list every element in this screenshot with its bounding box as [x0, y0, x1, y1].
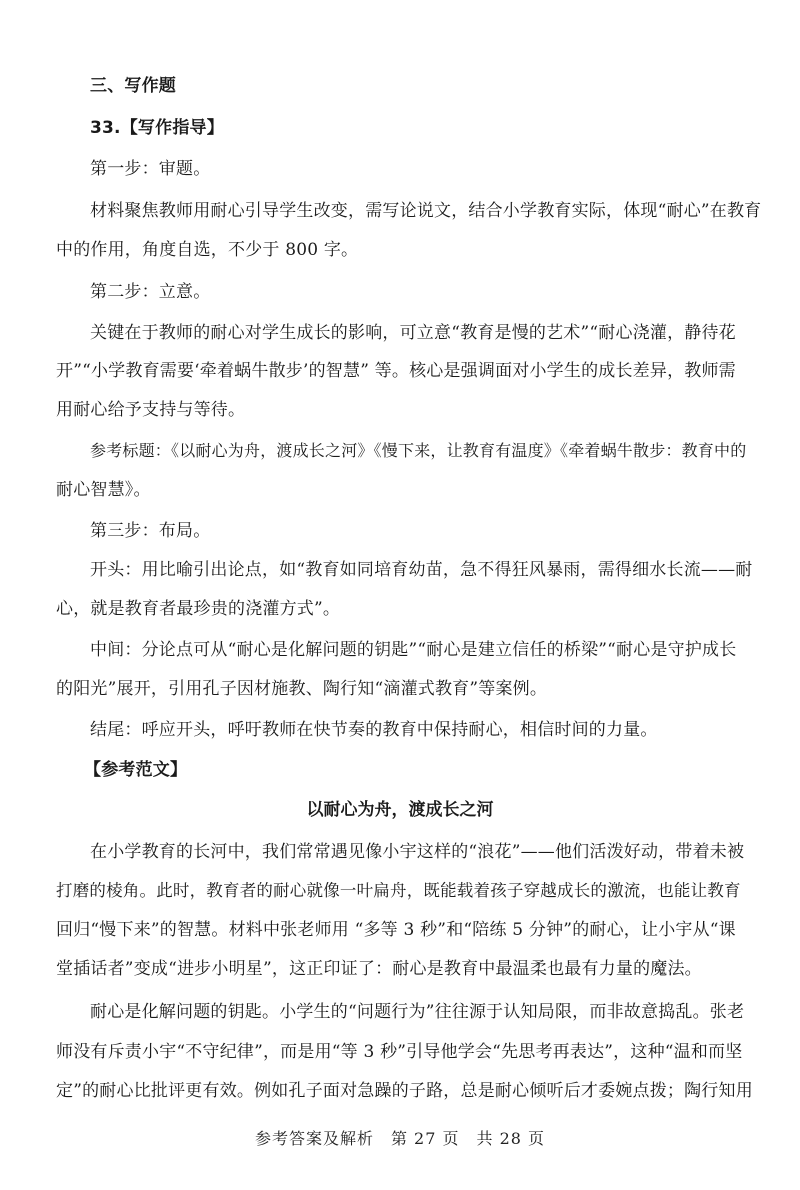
para2-line-3: 定”的耐心比批评更有效。例如孔子面对急躁的子路，总是耐心倾听后才委婉点拨；陶行知用 [56, 1081, 753, 1101]
page-footer: 参考答案及解析 第 27 页 共 28 页 [254, 1129, 546, 1148]
para2-line-2: 师没有斥责小宇“不守纪律”，而是用“等 3 秒”引导他学会“先思考再表达”，这种“温和而坚 [56, 1042, 743, 1062]
sample-label: 【参考范文】 [84, 760, 188, 780]
para1-line-3: 回归“慢下来”的智慧。材料中张老师用 “多等 3 秒”和“陪练 5 分钟”的耐心，让小宇从“课 [56, 920, 736, 940]
step2-line-3: 用耐心给予支持与等待。 [56, 400, 246, 420]
ref-title-line-1: 参考标题：《以耐心为舟，渡成长之河》《慢下来，让教育有温度》《牵着蜗牛散步：教育中的 [90, 441, 747, 460]
para1-line-1: 在小学教育的长河中，我们常常遇见像小宇这样的“浪花”——他们活泼好动，带着未被 [90, 842, 745, 862]
para1-line-2: 打磨的棱角。此时，教育者的耐心就像一叶扁舟，既能载着孩子穿越成长的激流，也能让教育 [56, 881, 741, 900]
step2-line-1: 关键在于教师的耐心对学生成长的影响，可立意“教育是慢的艺术”“耐心浇灌，静待花 [90, 323, 736, 343]
step1-line-2: 中的作用，角度自选，不少于 800 字。 [56, 240, 359, 260]
middle-line-2: 的阳光”展开，引用孔子因材施教、陶行知“滴灌式教育”等案例。 [56, 679, 548, 699]
para1-line-4: 堂插话者”变成“进步小明星”，这正印证了：耐心是教育中最温柔也最有力量的魔法。 [56, 959, 702, 979]
question-label: 33.【写作指导】 [90, 118, 224, 138]
opening-line-1: 开头：用比喻引出论点，如“教育如同培育幼苗，急不得狂风暴雨，需得细水长流——耐 [90, 560, 753, 580]
middle-line-1: 中间：分论点可从“耐心是化解问题的钥匙”“耐心是建立信任的桥梁”“耐心是守护成长 [90, 640, 737, 660]
step2-line-2: 开”“小学教育需要‘牵着蜗牛散步’的智慧” 等。核心是强调面对小学生的成长差异，教师需 [56, 361, 736, 381]
ending-line: 结尾：呼应开头，呼吁教师在快节奏的教育中保持耐心，相信时间的力量。 [90, 720, 658, 740]
section-heading: 三、写作题 [90, 76, 176, 96]
opening-line-2: 心，就是教育者最珍贵的浇灌方式”。 [56, 599, 341, 619]
step1-line-1: 材料聚焦教师用耐心引导学生改变，需写论说文，结合小学教育实际，体现“耐心”在教育 [90, 201, 762, 221]
para2-line-1: 耐心是化解问题的钥匙。小学生的“问题行为”往往源于认知局限，而非故意捣乱。张老 [90, 1002, 745, 1022]
step1-title: 第一步：审题。 [90, 159, 211, 179]
essay-title: 以耐心为舟，渡成长之河 [306, 800, 494, 820]
ref-title-line-2: 耐心智慧》。 [56, 480, 151, 500]
step2-title: 第二步：立意。 [90, 282, 211, 302]
step3-title: 第三步：布局。 [90, 521, 211, 541]
